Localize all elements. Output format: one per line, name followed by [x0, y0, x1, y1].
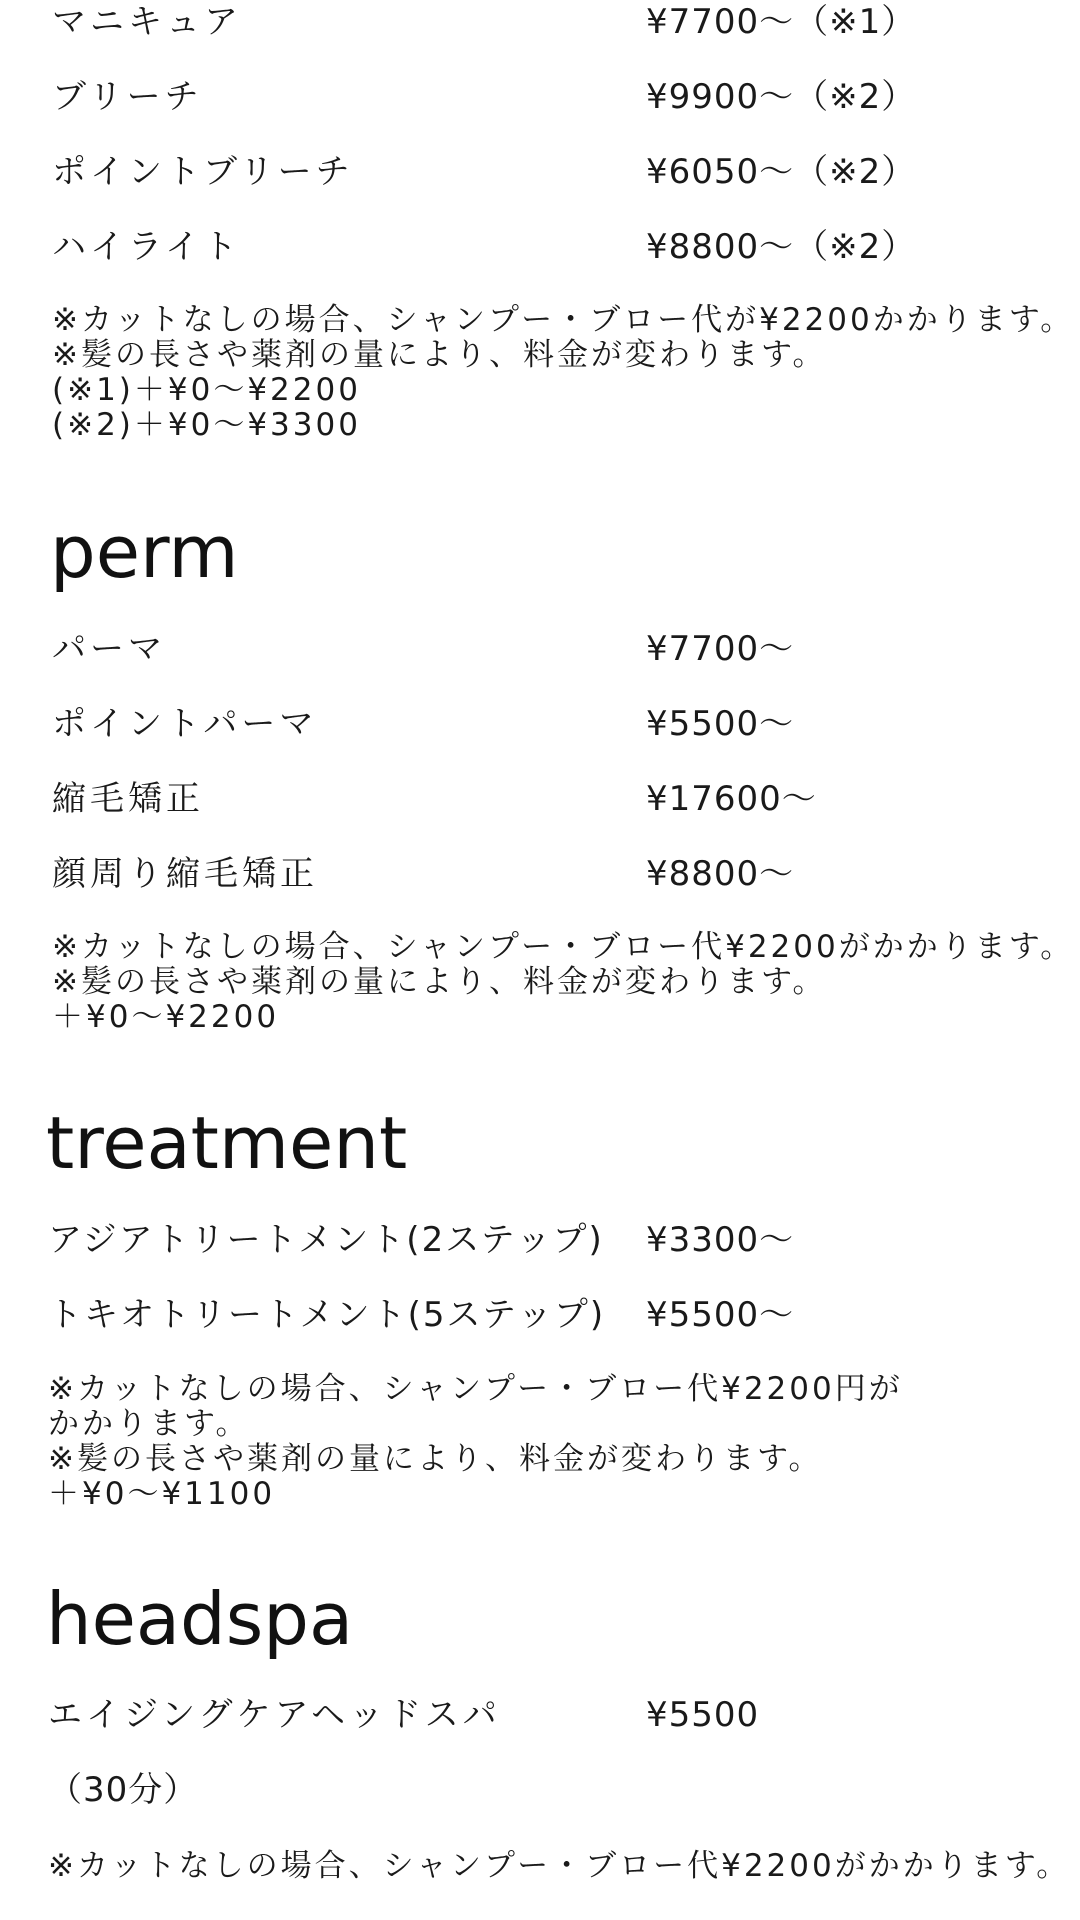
note-line: ※カットなしの場合、シャンプー・ブロー代¥2200がかかります。 — [48, 1848, 1071, 1884]
menu-item-price: ¥7700～ — [646, 629, 795, 669]
menu-item-price: ¥9900～（※2） — [646, 77, 917, 117]
note-line: ＋¥0～¥1100 — [48, 1476, 276, 1512]
section-heading-perm: perm — [50, 510, 239, 594]
treatment-notes — [48, 1372, 903, 1512]
note-line: ＋¥0～¥2200 — [52, 999, 280, 1035]
menu-item-price: ¥5500～ — [646, 1295, 795, 1335]
menu-row-point-bleach — [0, 150, 1080, 194]
menu-item-name: ポイントパーマ — [52, 704, 318, 744]
menu-row-asia-treatment — [0, 1218, 1080, 1262]
menu-row-perm — [0, 627, 1080, 671]
note-line: ※髪の長さや薬剤の量により、料金が変わります。 — [52, 964, 827, 1000]
note-line: ※カットなしの場合、シャンプー・ブロー代¥2200円が — [48, 1371, 903, 1407]
note-line: ※カットなしの場合、シャンプー・ブロー代¥2200がかかります。 — [52, 929, 1075, 965]
menu-item-name: アジアトリートメント(2ステップ) — [48, 1220, 604, 1260]
menu-item-name: エイジングケアヘッドスパ — [48, 1695, 501, 1735]
menu-row-duration — [0, 1768, 1080, 1812]
menu-item-price: ¥5500～ — [646, 704, 795, 744]
note-line: ※髪の長さや薬剤の量により、料金が変わります。 — [52, 337, 827, 373]
perm-notes — [52, 930, 1074, 1035]
menu-row-highlight — [0, 225, 1080, 269]
headspa-notes — [48, 1849, 1070, 1884]
note-line: (※2)＋¥0～¥3300 — [52, 407, 361, 443]
menu-item-price: ¥17600～ — [646, 779, 817, 819]
menu-row-aging-care-headspa — [0, 1693, 1080, 1737]
menu-item-price: ¥8800～（※2） — [646, 227, 917, 267]
menu-row-straightening — [0, 777, 1080, 821]
note-line: ※髪の長さや薬剤の量により、料金が変わります。 — [48, 1441, 823, 1477]
menu-row-face-straightening — [0, 852, 1080, 896]
menu-row-manicure — [0, 0, 1080, 44]
section-heading-headspa: headspa — [46, 1577, 354, 1661]
menu-item-name: マニキュア — [52, 2, 242, 42]
note-line: かかります。 — [48, 1406, 250, 1442]
menu-item-name: 縮毛矯正 — [52, 779, 204, 819]
menu-row-point-perm — [0, 702, 1080, 746]
note-line: ※カットなしの場合、シャンプー・ブロー代が¥2200かかります。 — [52, 302, 1075, 338]
menu-row-tokio-treatment — [0, 1293, 1080, 1337]
menu-item-name: ブリーチ — [52, 77, 203, 117]
headspa-duration: （30分） — [48, 1770, 199, 1810]
menu-item-name: パーマ — [52, 629, 166, 669]
color-notes — [52, 303, 1074, 443]
menu-item-price: ¥8800～ — [646, 854, 795, 894]
menu-item-price: ¥7700～（※1） — [646, 2, 917, 42]
menu-item-price: ¥3300～ — [646, 1220, 795, 1260]
section-heading-treatment: treatment — [46, 1101, 408, 1185]
menu-item-price: ¥5500 — [646, 1695, 760, 1735]
menu-item-name: トキオトリートメント(5ステップ) — [48, 1295, 606, 1335]
menu-item-price: ¥6050～（※2） — [646, 152, 917, 192]
note-line: (※1)＋¥0～¥2200 — [52, 372, 361, 408]
menu-item-name: ハイライト — [52, 227, 241, 267]
menu-item-name: 顔周り縮毛矯正 — [52, 854, 318, 894]
menu-item-name: ポイントブリーチ — [52, 152, 354, 192]
menu-row-bleach — [0, 75, 1080, 119]
